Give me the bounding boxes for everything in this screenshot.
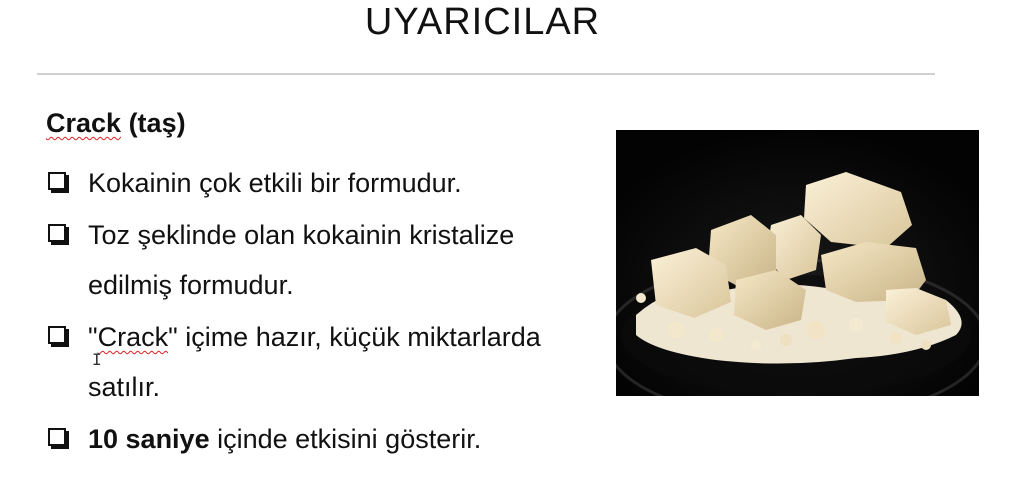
subtitle-crack-word: Crack [46,108,122,138]
bullet-text: Kokainin çok etkili bir formudur. [88,168,462,198]
crack-cocaine-photo [616,130,979,396]
crack-rocks-illustration [616,130,979,396]
bullet-item [46,312,591,412]
subtitle-rest: (taş) [121,108,186,138]
bullet-quote-open: " [88,322,98,352]
bullet-bold-text: 10 saniye [88,424,210,454]
text-cursor-icon: I [92,350,102,369]
bullet-text: içinde etkisini gösterir. [209,424,482,454]
bullet-item [46,158,591,208]
checkbox-bullet-icon [48,326,66,344]
title-divider [37,73,935,75]
bullet-text: " içime hazır, küçük miktarlarda satılır. [88,322,541,402]
bullet-item [46,210,591,310]
bullet-text: Toz şeklinde olan kokainin kristalize edilmiş formudur. [88,220,515,300]
checkbox-bullet-icon [48,172,66,190]
bullet-list [46,158,591,466]
checkbox-bullet-icon [48,224,66,242]
slide-subtitle [46,106,186,140]
bullet-crack-word: Crack [97,322,169,352]
slide-title: UYARICILAR [364,1,601,43]
bullet-item [46,414,591,464]
checkbox-bullet-icon [48,428,66,446]
